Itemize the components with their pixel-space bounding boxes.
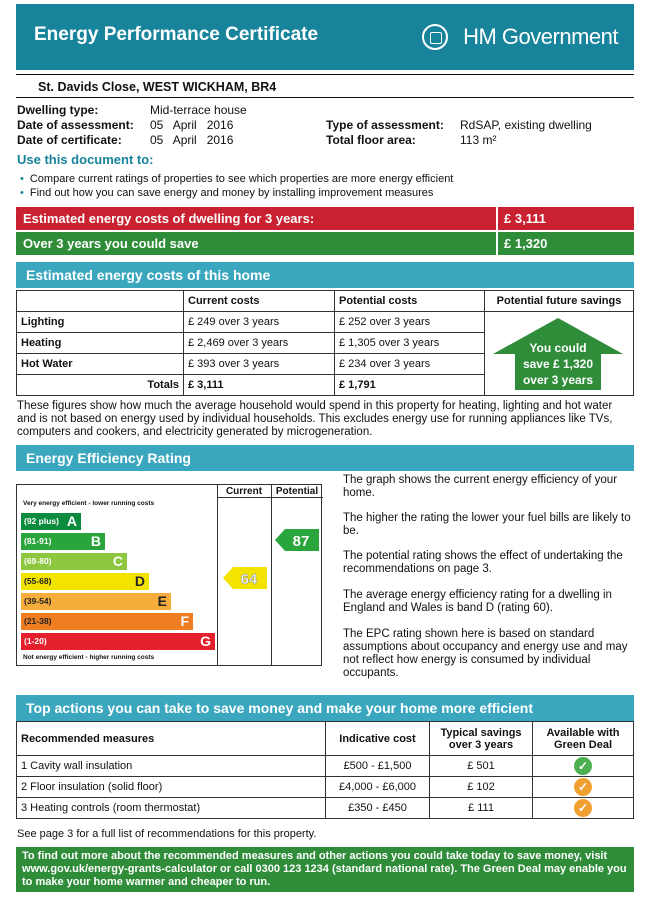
assessment-date-label: Date of assessment: bbox=[17, 118, 134, 132]
measure-name: 1 Cavity wall insulation bbox=[17, 756, 326, 777]
total-current: £ 3,111 bbox=[184, 375, 335, 396]
rating-heading: Energy Efficiency Rating bbox=[26, 450, 191, 466]
row-potential: £ 234 over 3 years bbox=[335, 354, 485, 375]
assessment-type-label: Type of assessment: bbox=[326, 118, 444, 132]
estimated-cost-bar bbox=[16, 207, 634, 230]
arrow-line-1: You could bbox=[529, 341, 587, 355]
rating-para: The EPC rating shown here is based on standard assumptions about occupancy and energy use and may not reflect how energy is consumed by individual occupants. bbox=[343, 628, 628, 679]
current-rating-marker bbox=[223, 567, 267, 589]
potential-rating-value: 87 bbox=[292, 533, 310, 550]
assessment-date-value: 05 April 2016 bbox=[150, 118, 234, 132]
current-rating-value: 64 bbox=[240, 571, 258, 588]
top-note: Very energy efficient - lower running costs bbox=[23, 500, 155, 507]
bottom-note: Not energy efficient - higher running costs bbox=[23, 654, 155, 661]
use-heading: Use this document to: bbox=[17, 152, 154, 167]
table-header-row bbox=[17, 722, 634, 756]
bullet-icon: • bbox=[20, 187, 24, 199]
measure-savings: £ 111 bbox=[430, 798, 533, 819]
potential-column bbox=[271, 485, 323, 665]
measure-cost: £500 - £1,500 bbox=[326, 756, 430, 777]
row-name: Lighting bbox=[17, 312, 184, 333]
table-header-future: Potential future savings bbox=[485, 291, 634, 312]
band-e: (39-54) E bbox=[21, 593, 171, 610]
table-header-savings: Typical savings over 3 years bbox=[430, 722, 533, 756]
footer-banner bbox=[16, 847, 634, 892]
footer-text: To find out more about the recommended measures and other actions you could take today to save money, visit www.gov.uk/energy-grants-calculator or call 0300 123 1234 (standard national rate). The Green Deal may enable you to make your home warmer and cheaper to run. bbox=[22, 850, 627, 888]
band-c: (69-80) C bbox=[21, 553, 127, 570]
measure-name: 3 Heating controls (room thermostat) bbox=[17, 798, 326, 819]
rating-para: The average energy efficiency rating for a dwelling in England and Wales is band D (rating 60). bbox=[343, 589, 612, 614]
dwelling-type-label: Dwelling type: bbox=[17, 103, 99, 117]
savings-arrow bbox=[493, 316, 623, 390]
measure-savings: £ 102 bbox=[430, 777, 533, 798]
potential-rating-marker bbox=[275, 529, 319, 551]
table-row bbox=[17, 756, 634, 777]
list-item: • Compare current ratings of properties to see which properties are more energy efficient bbox=[20, 173, 454, 185]
epc-chart bbox=[16, 484, 322, 666]
floor-area-label: Total floor area: bbox=[326, 133, 416, 147]
page-title: Energy Performance Certificate bbox=[34, 24, 319, 45]
divider bbox=[496, 207, 498, 230]
costs-heading-bar bbox=[16, 262, 634, 288]
check-icon: ✓ bbox=[574, 757, 592, 775]
band-a: (92 plus) A bbox=[21, 513, 81, 530]
floor-area-value: 113 m² bbox=[460, 133, 497, 147]
check-icon: ✓ bbox=[574, 799, 592, 817]
table-header-row bbox=[17, 291, 634, 312]
current-column-header: Current bbox=[225, 486, 263, 497]
header-banner bbox=[16, 4, 634, 70]
green-deal-cell bbox=[533, 756, 634, 777]
royal-crest-icon bbox=[422, 24, 448, 50]
bullet-icon: • bbox=[20, 173, 24, 185]
rating-heading-bar bbox=[16, 445, 634, 471]
total-potential: £ 1,791 bbox=[335, 375, 485, 396]
table-header-blank bbox=[17, 291, 184, 312]
measure-cost: £4,000 - £6,000 bbox=[326, 777, 430, 798]
actions-heading: Top actions you can take to save money and make your home more efficient bbox=[26, 700, 533, 716]
band-f: (21-38) F bbox=[21, 613, 193, 630]
check-icon: ✓ bbox=[574, 778, 592, 796]
assessment-type-value: RdSAP, existing dwelling bbox=[460, 118, 592, 132]
measure-savings: £ 501 bbox=[430, 756, 533, 777]
band-d: (55-68) D bbox=[21, 573, 149, 590]
property-address: St. Davids Close, WEST WICKHAM, BR4 bbox=[38, 80, 277, 94]
see-page-note: See page 3 for a full list of recommendations for this property. bbox=[17, 828, 317, 840]
estimated-cost-label: Estimated energy costs of dwelling for 3 years: bbox=[23, 211, 315, 226]
actions-table bbox=[16, 721, 634, 819]
rating-para: The higher the rating the lower your fuel bills are likely to be. bbox=[343, 512, 631, 537]
table-header-green-deal: Available with Green Deal bbox=[533, 722, 634, 756]
row-potential: £ 1,305 over 3 years bbox=[335, 333, 485, 354]
row-name: Heating bbox=[17, 333, 184, 354]
green-deal-cell bbox=[533, 777, 634, 798]
savings-label: Over 3 years you could save bbox=[23, 236, 199, 251]
costs-heading: Estimated energy costs of this home bbox=[26, 267, 271, 283]
row-current: £ 249 over 3 years bbox=[184, 312, 335, 333]
band-b: (81-91) B bbox=[21, 533, 105, 550]
table-row bbox=[17, 798, 634, 819]
rating-para: The potential rating shows the effect of undertaking the recommendations on page 3. bbox=[343, 550, 623, 575]
row-current: £ 393 over 3 years bbox=[184, 354, 335, 375]
certificate-date-value: 05 April 2016 bbox=[150, 133, 234, 147]
measure-cost: £350 - £450 bbox=[326, 798, 430, 819]
row-potential: £ 252 over 3 years bbox=[335, 312, 485, 333]
divider bbox=[16, 74, 634, 75]
green-deal-cell bbox=[533, 798, 634, 819]
arrow-line-3: over 3 years bbox=[522, 373, 594, 387]
savings-bar bbox=[16, 232, 634, 255]
certificate-date-label: Date of certificate: bbox=[17, 133, 122, 147]
rating-para: The graph shows the current energy efficiency of your home. bbox=[343, 474, 618, 499]
savings-value: £ 1,320 bbox=[504, 236, 548, 251]
list-item: • Find out how you can save energy and money by installing improvement measures bbox=[20, 187, 434, 199]
row-name: Hot Water bbox=[17, 354, 184, 375]
dwelling-type-value: Mid-terrace house bbox=[150, 103, 247, 117]
divider bbox=[496, 232, 498, 255]
estimated-cost-value: £ 3,111 bbox=[504, 211, 546, 226]
band-g: (1-20) G bbox=[21, 633, 215, 650]
divider bbox=[16, 97, 634, 98]
table-header-measure: Recommended measures bbox=[17, 722, 326, 756]
costs-note: These figures show how much the average household would spend in this property for heating, lighting and hot water and is not based on energy used by individual households. This excludes energy use for running appliances like TVs, computers and cookers, and electricity generated by microgeneration. bbox=[17, 400, 613, 438]
table-header-current: Current costs bbox=[184, 291, 335, 312]
table-header-cost: Indicative cost bbox=[326, 722, 430, 756]
potential-column-header: Potential bbox=[275, 486, 319, 497]
table-header-potential: Potential costs bbox=[335, 291, 485, 312]
arrow-line-2: save £ 1,320 bbox=[522, 357, 594, 371]
row-current: £ 2,469 over 3 years bbox=[184, 333, 335, 354]
hm-government-logo: HM Government bbox=[463, 24, 618, 49]
table-row bbox=[17, 777, 634, 798]
totals-label: Totals bbox=[17, 375, 184, 396]
actions-heading-bar bbox=[16, 695, 634, 721]
measure-name: 2 Floor insulation (solid floor) bbox=[17, 777, 326, 798]
divider bbox=[217, 497, 323, 498]
